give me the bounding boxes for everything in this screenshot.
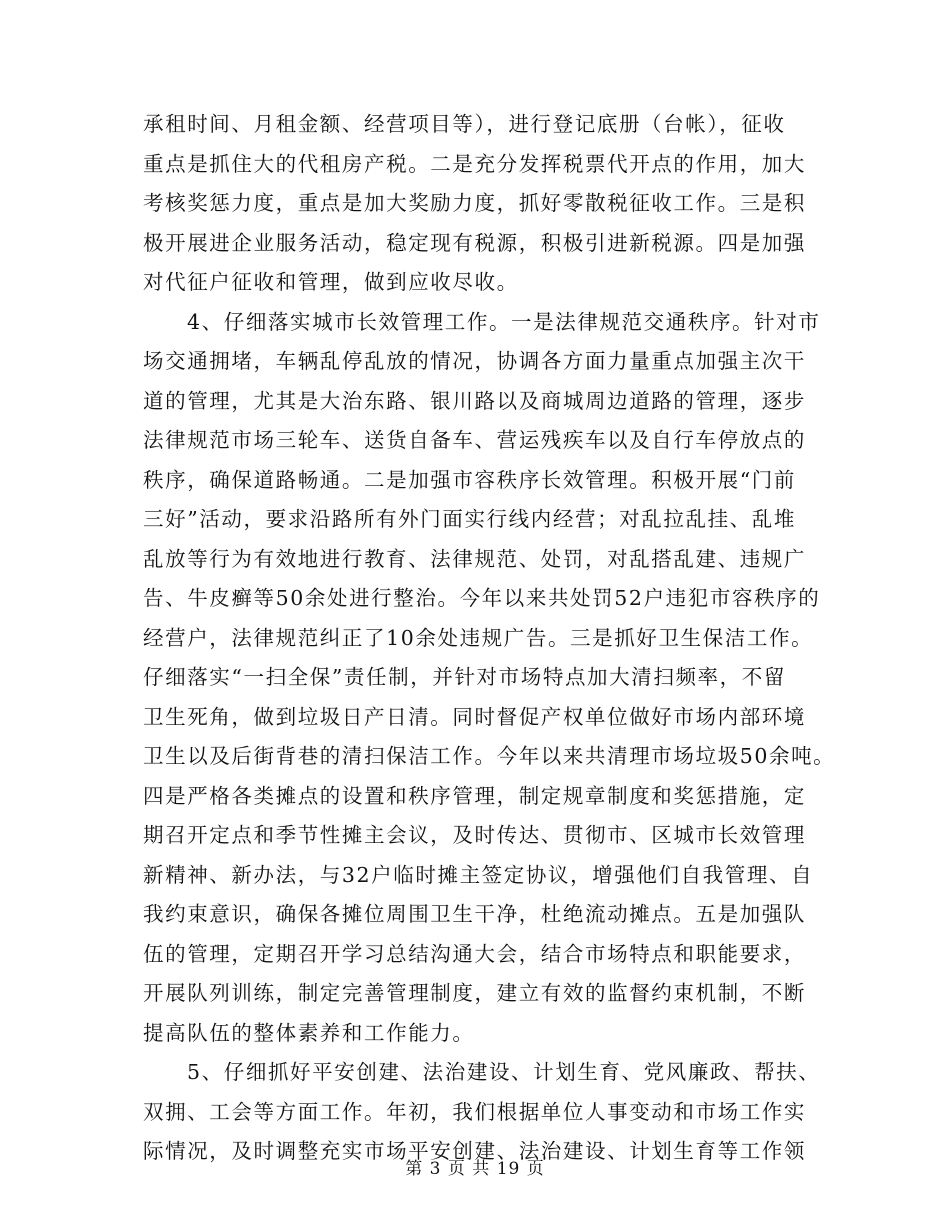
text-line: 四是严格各类摊点的设置和秩序管理，制定规章制度和奖惩措施，定 (143, 783, 806, 808)
text-line: 期召开定点和季节性摊主会议，及时传达、贯彻市、区城市长效管理 (143, 823, 806, 847)
text-line: 秩序，确保道路畅通。二是加强市容秩序长效管理。积极开展“门前 (143, 467, 796, 492)
text-line: 道的管理，尤其是大治东路、银川路以及商城周边道路的管理，逐步 (143, 388, 806, 413)
text-line: 5、仔细抓好平安创建、法治建设、计划生育、党风廉政、帮扶、 (187, 1060, 821, 1084)
text-line: 极开展进企业服务活动，稳定现有税源，积极引进新税源。四是加强 (143, 230, 806, 255)
text-line: 重点是抓住大的代租房产税。二是充分发挥税票代开点的作用，加大 (143, 151, 806, 176)
text-line: 开展队列训练，制定完善管理制度，建立有效的监督约束机制，不断 (143, 981, 806, 1005)
text-line: 三好”活动，要求沿路所有外门面实行线内经营；对乱拉乱挂、乱堆 (143, 507, 796, 531)
text-line: 我约束意识，确保各摊位周围卫生干净，杜绝流动摊点。五是加强队 (143, 902, 806, 926)
page-footer (0, 1154, 950, 1179)
paragraph-2 (143, 303, 836, 1054)
text-line: 卫生以及后街背巷的清扫保洁工作。今年以来共清理市场垃圾50余吨。 (143, 744, 836, 768)
text-line: 告、牛皮癣等50余处进行整治。今年以来共处罚52户违犯市容秩序的 (143, 586, 821, 610)
text-line: 乱放等行为有效地进行教育、法律规范、处罚，对乱搭乱建、违规广 (143, 546, 806, 571)
page-number-label: 第 3 页 共 19 页 (405, 1159, 545, 1179)
text-line: 际情况，及时调整充实市场平安创建、法治建设、计划生育等工作领 (143, 1139, 806, 1163)
text-line: 考核奖惩力度，重点是加大奖励力度，抓好零散税征收工作。三是积 (143, 191, 806, 215)
text-line: 双拥、工会等方面工作。年初，我们根据单位人事变动和市场工作实 (143, 1099, 806, 1124)
paragraph-1 (143, 105, 813, 303)
document-body (143, 105, 836, 1172)
text-line: 经营户，法律规范纠正了10余处违规广告。三是抓好卫生保洁工作。 (143, 625, 814, 650)
text-line: 伍的管理，定期召开学习总结沟通大会，结合市场特点和职能要求， (143, 941, 806, 966)
text-line: 卫生死角，做到垃圾日产日清。同时督促产权单位做好市场内部环境 (143, 704, 806, 729)
text-line: 仔细落实“一扫全保”责任制，并针对市场特点加大清扫频率，不留 (143, 665, 786, 689)
text-line: 4、仔细落实城市长效管理工作。一是法律规范交通秩序。针对市 (187, 309, 821, 334)
text-line: 场交通拥堵，车辆乱停乱放的情况，协调各方面力量重点加强主次干 (143, 349, 806, 373)
text-line: 新精神、新办法，与32户临时摊主签定协议，增强他们自我管理、自 (143, 862, 814, 887)
text-line: 法律规范市场三轮车、送货自备车、营运残疾车以及自行车停放点的 (143, 428, 806, 452)
text-line: 对代征户征收和管理，做到应收尽收。 (143, 270, 519, 294)
text-line: 承租时间、月租金额、经营项目等），进行登记底册（台帐），征收 (143, 112, 786, 136)
text-line: 提高队伍的整体素养和工作能力。 (143, 1020, 475, 1045)
